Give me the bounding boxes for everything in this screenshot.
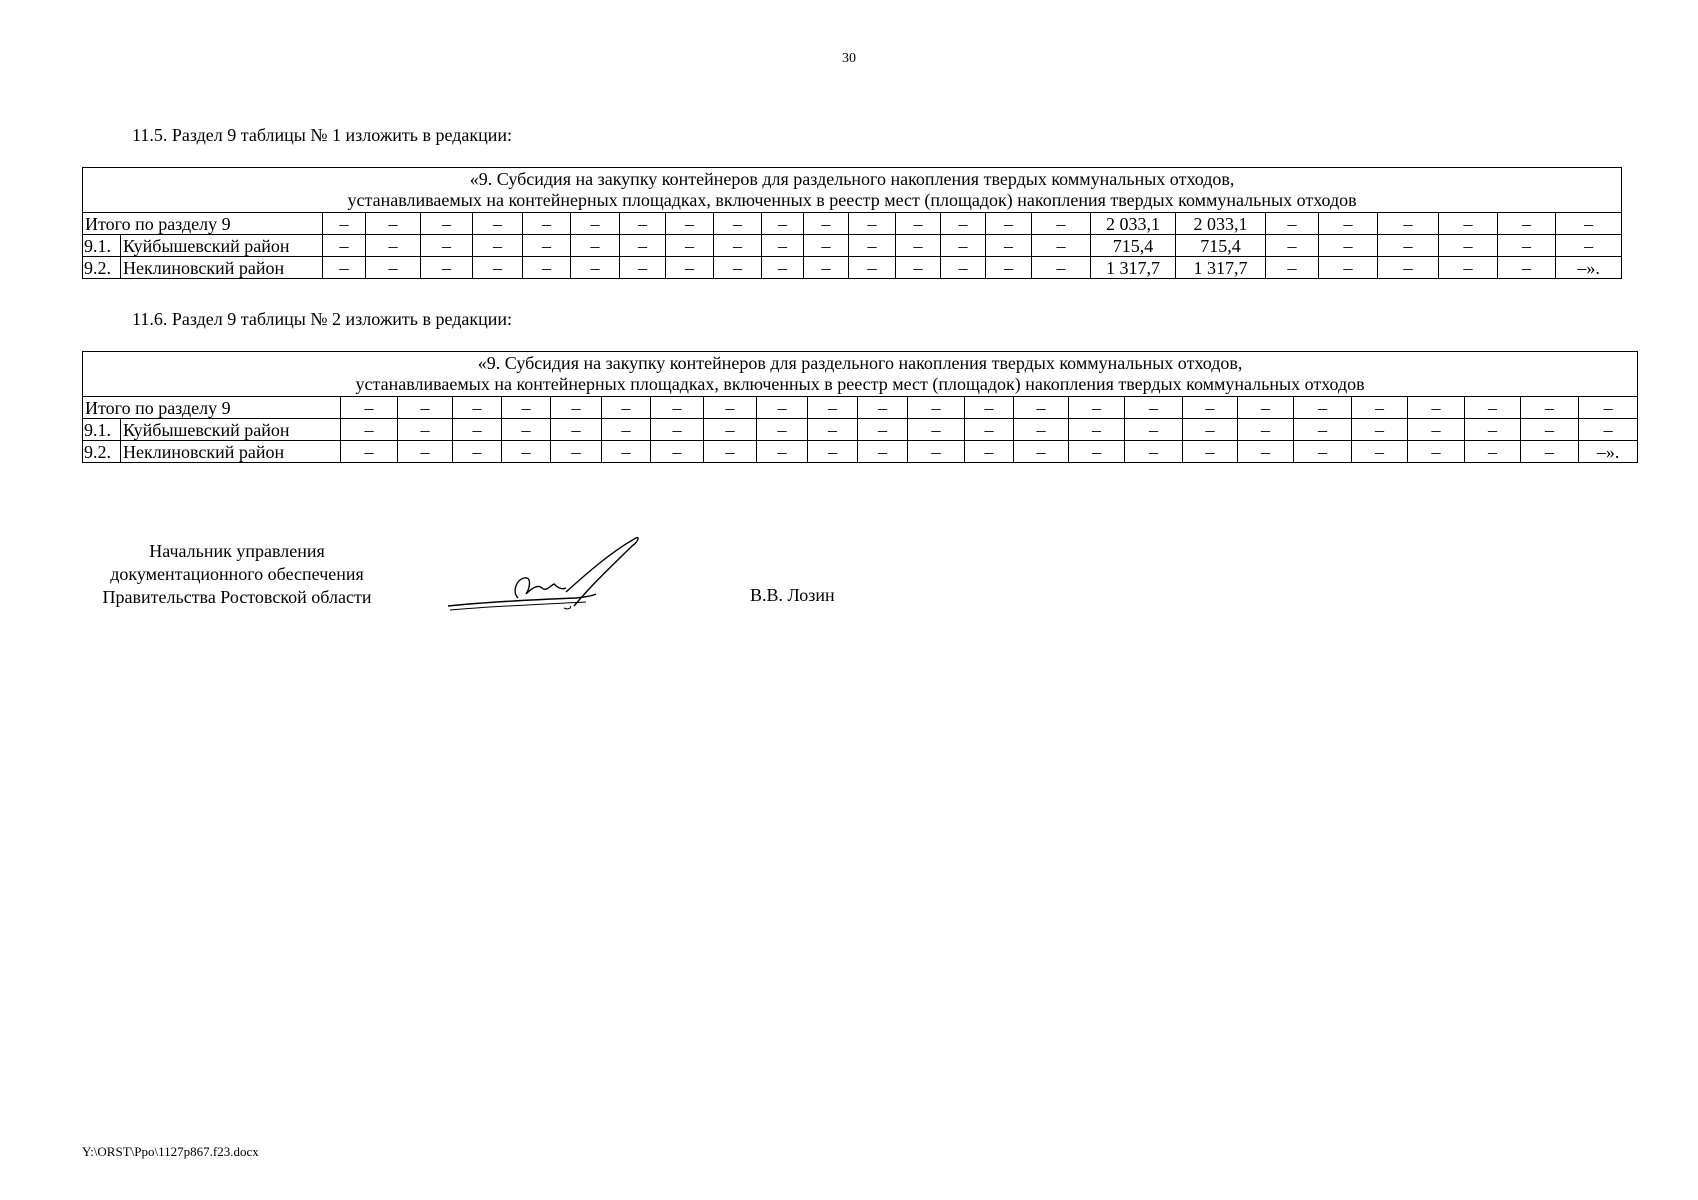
table-cell: –».: [1556, 257, 1622, 279]
table-cell: –: [666, 213, 714, 235]
table-cell: –: [1465, 397, 1521, 419]
table-cell: –: [1032, 257, 1091, 279]
table-cell: –: [896, 257, 941, 279]
table-cell: –: [1465, 441, 1521, 463]
table-cell: –: [1069, 397, 1125, 419]
table-cell: –: [1498, 257, 1556, 279]
table-cell: –: [1378, 213, 1439, 235]
table-cell: –: [1352, 397, 1408, 419]
table-cell: –: [602, 397, 651, 419]
table-cell: 1 317,7: [1091, 257, 1176, 279]
table-cell: –: [602, 441, 651, 463]
table-cell: –: [1183, 441, 1238, 463]
table-cell: –: [804, 213, 849, 235]
table-cell: –: [1014, 441, 1069, 463]
table-cell: –: [453, 397, 502, 419]
section-intro-11-5: 11.5. Раздел 9 таблицы № 1 изложить в редакции:: [132, 125, 513, 145]
table-cell: –: [620, 235, 666, 257]
row-number: 9.2.: [83, 257, 121, 279]
row-name: Неклиновский район: [121, 257, 323, 279]
table-cell: –: [808, 397, 858, 419]
table-cell: –: [1439, 235, 1498, 257]
table-cell: –: [858, 441, 908, 463]
table-cell: –: [908, 397, 965, 419]
table-cell: –: [1439, 213, 1498, 235]
signer-title-line-2: документационного обеспечения: [110, 564, 364, 584]
table-cell: –: [757, 441, 808, 463]
table-cell: –: [551, 441, 602, 463]
table-cell: –: [366, 257, 421, 279]
table-cell: –: [1378, 235, 1439, 257]
table-cell: –: [421, 235, 473, 257]
table-cell: –: [366, 213, 421, 235]
table-header-row: [83, 168, 1622, 213]
table-cell: –: [1266, 235, 1319, 257]
table-row: [83, 441, 1638, 463]
table-cell: –: [502, 397, 551, 419]
table-cell: –: [1125, 419, 1183, 441]
table-cell: –: [398, 441, 453, 463]
table-cell: –: [1352, 441, 1408, 463]
table-cell: –: [704, 441, 757, 463]
table-cell: –: [858, 397, 908, 419]
table-cell: –».: [1579, 441, 1638, 463]
table-cell: –: [1238, 419, 1294, 441]
table-cell: –: [762, 257, 804, 279]
table-cell: –: [551, 397, 602, 419]
table-cell: –: [453, 419, 502, 441]
table-cell: –: [1266, 213, 1319, 235]
table-cell: –: [1183, 419, 1238, 441]
table-cell: –: [858, 419, 908, 441]
table-cell: –: [1319, 235, 1378, 257]
table-cell: –: [986, 257, 1032, 279]
table-cell: –: [1294, 397, 1352, 419]
table-cell: –: [762, 213, 804, 235]
table-cell: –: [1032, 213, 1091, 235]
table-cell: –: [502, 441, 551, 463]
table-cell: –: [965, 419, 1014, 441]
table-cell: –: [714, 213, 762, 235]
table-row-total: [83, 213, 1622, 235]
table-cell: –: [1579, 397, 1638, 419]
table-cell: –: [1238, 397, 1294, 419]
table-row: [83, 235, 1622, 257]
table-cell: –: [757, 397, 808, 419]
table-cell: –: [986, 235, 1032, 257]
row-number: 9.2.: [83, 441, 121, 463]
table-cell: –: [1521, 441, 1579, 463]
table-cell: –: [473, 235, 523, 257]
table-cell: –: [366, 235, 421, 257]
table-cell: –: [1238, 441, 1294, 463]
table-cell: –: [651, 441, 704, 463]
table-cell: –: [666, 235, 714, 257]
table-cell: –: [502, 419, 551, 441]
file-path: Y:\ORST\Ppo\1127p867.f23.docx: [82, 1144, 259, 1159]
table-cell: –: [523, 257, 571, 279]
table-cell: –: [1465, 419, 1521, 441]
table-cell: –: [398, 419, 453, 441]
table-cell: –: [1014, 419, 1069, 441]
table-header-title: [83, 168, 1622, 213]
table-cell: –: [941, 257, 986, 279]
table-cell: –: [1125, 397, 1183, 419]
table-cell: –: [602, 419, 651, 441]
table-cell: –: [341, 419, 398, 441]
table-cell: –: [1498, 213, 1556, 235]
table-header-title: [83, 352, 1638, 397]
table-cell: –: [453, 441, 502, 463]
table-cell: –: [941, 235, 986, 257]
table-cell: –: [421, 257, 473, 279]
table-cell: –: [1498, 235, 1556, 257]
table-cell: –: [523, 235, 571, 257]
table-cell: 2 033,1: [1176, 213, 1266, 235]
table-cell: –: [651, 397, 704, 419]
table-cell: –: [323, 235, 366, 257]
table-cell: 2 033,1: [1091, 213, 1176, 235]
table-cell: –: [1069, 441, 1125, 463]
table-cell: –: [986, 213, 1032, 235]
table-cell: –: [762, 235, 804, 257]
table-cell: –: [714, 257, 762, 279]
table-cell: –: [1556, 235, 1622, 257]
table-row: [83, 419, 1638, 441]
table-cell: –: [1294, 419, 1352, 441]
table-cell: –: [1266, 257, 1319, 279]
table-cell: –: [473, 213, 523, 235]
table-cell: –: [571, 257, 620, 279]
table-cell: –: [473, 257, 523, 279]
row-name: Неклиновский район: [121, 441, 341, 463]
table-cell: –: [398, 397, 453, 419]
table-cell: –: [421, 213, 473, 235]
table-cell: –: [1408, 441, 1465, 463]
signer-name: В.В. Лозин: [750, 585, 835, 605]
page-number: 30: [842, 51, 856, 66]
total-label: Итого по разделу 9: [83, 397, 341, 419]
section-intro-11-6: 11.6. Раздел 9 таблицы № 2 изложить в редакции:: [132, 309, 513, 329]
table-cell: –: [896, 213, 941, 235]
table-cell: –: [1408, 397, 1465, 419]
table-cell: –: [965, 441, 1014, 463]
table-cell: –: [323, 257, 366, 279]
table-cell: –: [1556, 213, 1622, 235]
row-number: 9.1.: [83, 419, 121, 441]
table-cell: –: [896, 235, 941, 257]
table-cell: –: [1125, 441, 1183, 463]
table-cell: –: [965, 397, 1014, 419]
table-cell: –: [714, 235, 762, 257]
table-cell: –: [571, 235, 620, 257]
signer-title: [82, 540, 392, 609]
table-section-9-table-1: [82, 167, 1622, 279]
header-line-1: «9. Субсидия на закупку контейнеров для раздельного накопления твердых коммунальных отходов,: [477, 353, 1243, 373]
table-cell: –: [757, 419, 808, 441]
table-cell: –: [1069, 419, 1125, 441]
table-cell: –: [620, 257, 666, 279]
table-cell: –: [1319, 213, 1378, 235]
table-row-total: [83, 397, 1638, 419]
table-cell: –: [571, 213, 620, 235]
table-cell: –: [908, 441, 965, 463]
table-cell: –: [523, 213, 571, 235]
table-cell: –: [1579, 419, 1638, 441]
table-row: [83, 257, 1622, 279]
table-cell: –: [849, 213, 896, 235]
table-cell: –: [849, 235, 896, 257]
table-cell: –: [1439, 257, 1498, 279]
table-cell: –: [651, 419, 704, 441]
table-cell: –: [1319, 257, 1378, 279]
table-cell: –: [704, 419, 757, 441]
table-cell: –: [1521, 419, 1579, 441]
header-line-2: устанавливаемых на контейнерных площадках, включенных в реестр мест (площадок) накопления твердых коммунальных отходов: [355, 374, 1365, 394]
table-section-9-table-2: [82, 351, 1638, 463]
table-cell: –: [849, 257, 896, 279]
table-cell: –: [908, 419, 965, 441]
table-cell: –: [1521, 397, 1579, 419]
table-cell: –: [704, 397, 757, 419]
table-cell: –: [341, 397, 398, 419]
total-label: Итого по разделу 9: [83, 213, 323, 235]
table-cell: –: [1014, 397, 1069, 419]
table-cell: –: [1294, 441, 1352, 463]
table-cell: –: [804, 235, 849, 257]
table-header-row: [83, 352, 1638, 397]
table-cell: 715,4: [1091, 235, 1176, 257]
table-cell: –: [323, 213, 366, 235]
signer-title-line-1: Начальник управления: [149, 541, 325, 561]
table-cell: –: [1183, 397, 1238, 419]
table-cell: 1 317,7: [1176, 257, 1266, 279]
table-cell: –: [1352, 419, 1408, 441]
table-cell: –: [1408, 419, 1465, 441]
table-cell: –: [808, 419, 858, 441]
table-cell: –: [941, 213, 986, 235]
table-cell: –: [1032, 235, 1091, 257]
header-line-1: «9. Субсидия на закупку контейнеров для раздельного накопления твердых коммунальных отходов,: [469, 169, 1235, 189]
header-line-2: устанавливаемых на контейнерных площадках, включенных в реестр мест (площадок) накопления твердых коммунальных отходов: [347, 190, 1357, 210]
table-cell: –: [804, 257, 849, 279]
table-cell: –: [808, 441, 858, 463]
table-cell: –: [341, 441, 398, 463]
signature-image: [446, 536, 646, 616]
table-cell: –: [620, 213, 666, 235]
signer-title-line-3: Правительства Ростовской области: [102, 587, 372, 607]
table-cell: 715,4: [1176, 235, 1266, 257]
table-cell: –: [551, 419, 602, 441]
row-number: 9.1.: [83, 235, 121, 257]
row-name: Куйбышевский район: [121, 235, 323, 257]
table-cell: –: [1378, 257, 1439, 279]
row-name: Куйбышевский район: [121, 419, 341, 441]
table-cell: –: [666, 257, 714, 279]
